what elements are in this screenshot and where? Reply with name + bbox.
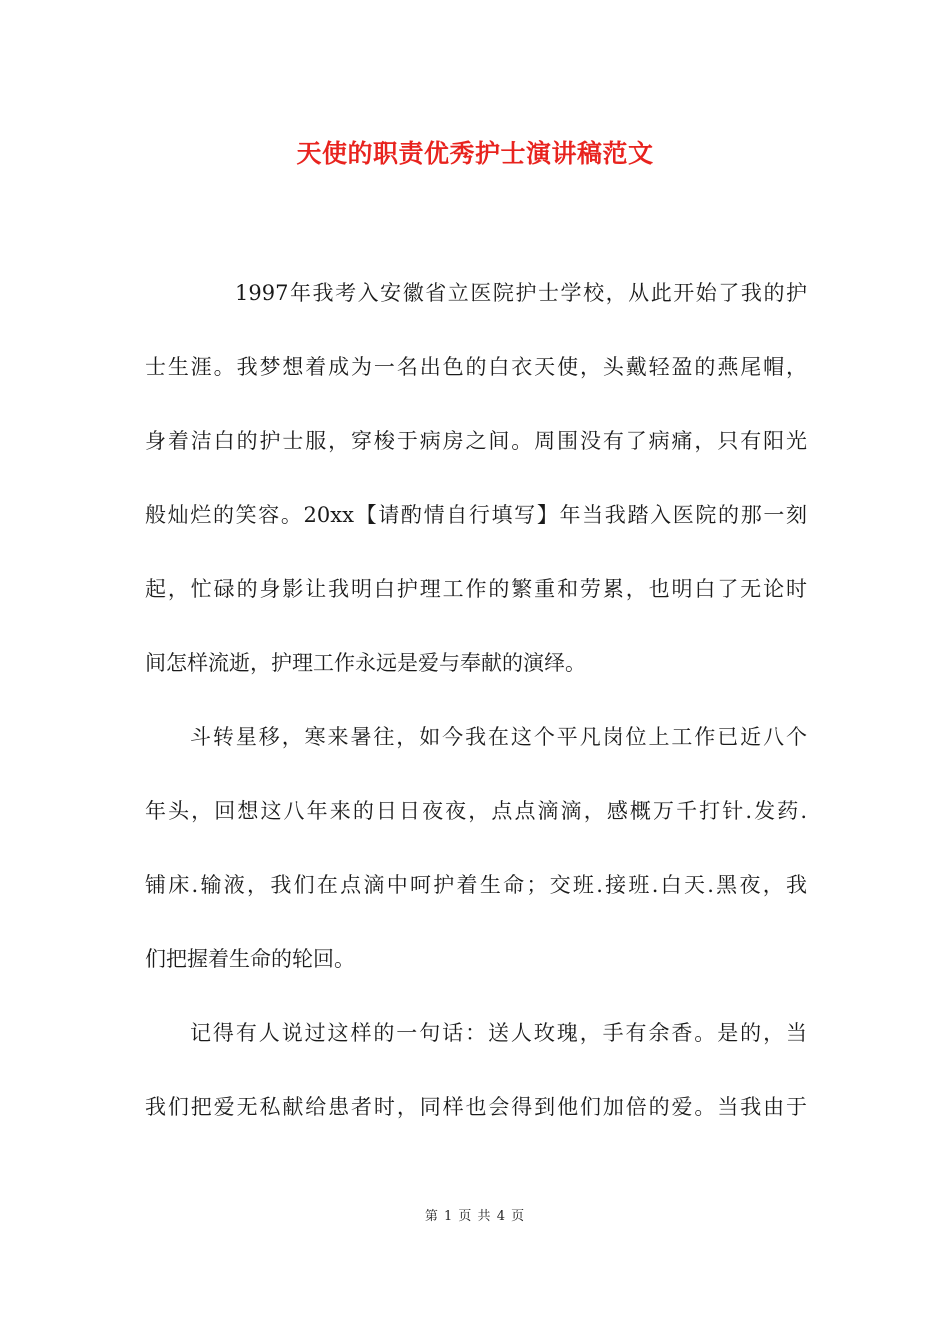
text-line: 铺床.输液，我们在点滴中呵护着生命；交班.接班.白天.黑夜，我 <box>145 873 807 897</box>
text-line: 记得有人说过这样的一句话：送人玫瑰，手有余香。是的，当 <box>190 1021 807 1045</box>
paragraph-2 <box>145 717 807 1013</box>
text-line: 们把握着生命的轮回。 <box>145 947 355 971</box>
text-line: 1997年我考入安徽省立医院护士学校，从此开始了我的护 <box>235 281 807 305</box>
page-number-footer: 第 1 页 共 4 页 <box>424 1209 526 1224</box>
text-line: 我们把爱无私献给患者时，同样也会得到他们加倍的爱。当我由于 <box>145 1095 807 1119</box>
paragraph-1 <box>145 273 807 717</box>
text-line: 间怎样流逝，护理工作永远是爱与奉献的演绎。 <box>145 651 586 675</box>
text-line: 起，忙碌的身影让我明白护理工作的繁重和劳累，也明白了无论时 <box>145 577 807 601</box>
text-line: 年头，回想这八年来的日日夜夜，点点滴滴，感概万千打针.发药. <box>145 799 807 823</box>
text-line: 士生涯。我梦想着成为一名出色的白衣天使，头戴轻盈的燕尾帽， <box>145 355 807 379</box>
paragraph-3 <box>145 1013 807 1161</box>
text-line: 般灿烂的笑容。20xx【请酌情自行填写】年当我踏入医院的那一刻 <box>145 503 807 527</box>
text-line: 斗转星移，寒来暑往，如今我在这个平凡岗位上工作已近八个 <box>190 725 807 749</box>
document-title: 天使的职责优秀护士演讲稿范文 <box>296 139 654 168</box>
text-line: 身着洁白的护士服，穿梭于病房之间。周围没有了病痛，只有阳光 <box>145 429 807 453</box>
document-body <box>145 273 807 1161</box>
